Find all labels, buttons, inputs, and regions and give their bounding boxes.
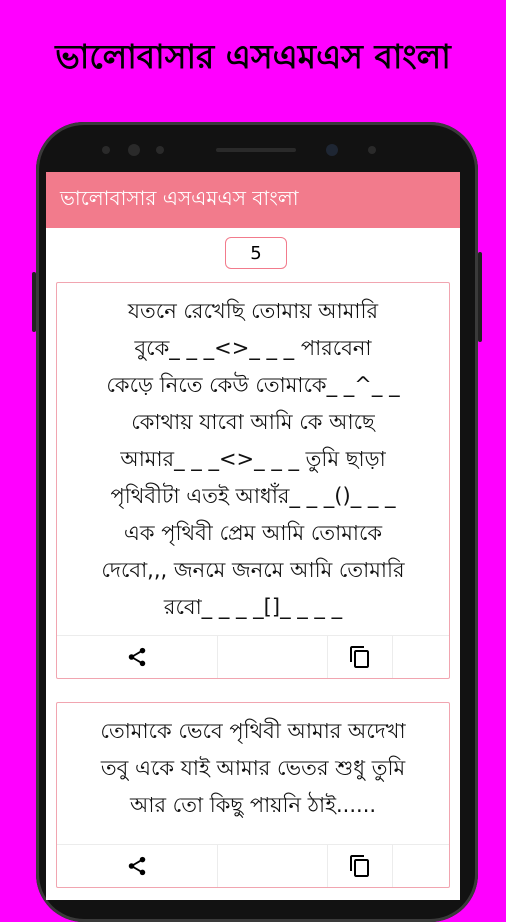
share-icon [126, 855, 148, 877]
phone-sensor [102, 146, 110, 154]
phone-sensor [156, 146, 164, 154]
phone-side-button [478, 252, 482, 342]
phone-side-button [32, 272, 36, 332]
app-bar [46, 172, 460, 228]
copy-icon [348, 854, 372, 878]
share-icon [126, 646, 148, 668]
sms-counter: 5 [225, 237, 287, 269]
sms-text: তোমাকে ভেবে পৃথিবী আমার অদেখা তবু একে যাই আমার ভেতর শুধু তুমি আর তো কিছু পায়নি ঠাই...... [100, 719, 406, 817]
card-action-spacer [218, 636, 328, 678]
card-action-spacer [393, 845, 449, 887]
phone-sensor [128, 144, 140, 156]
share-button[interactable] [57, 845, 218, 887]
phone-speaker [216, 148, 296, 152]
phone-sensor [368, 146, 376, 154]
banner-title: ভালোবাসার এসএমএস বাংলা [55, 37, 451, 76]
card-action-spacer [393, 636, 449, 678]
sms-text: যতনে রেখেছি তোমায় আমারি বুকে_ _ _<>_ _ _ পারবেনা কেড়ে নিতে কেউ তোমাকে_ _^_ _ কোথায় যাবো আমি কে আছে আমার_ _ _<>_ _ _ তুমি ছাড়া পৃথিবীটা এতই আধাঁর_ _ _()_ _ _ এক পৃথিবী প্রেম আমি তোমাকে দেবো,,, জনমে জনমে আমি তোমারি রবো_ _ _ _[]_ _ _ _ [101, 299, 405, 619]
sms-card [56, 282, 450, 679]
card-actions [57, 844, 449, 887]
share-button[interactable] [57, 636, 218, 678]
front-camera-icon [326, 144, 338, 156]
copy-button[interactable] [328, 636, 393, 678]
app-screen [46, 172, 460, 900]
copy-button[interactable] [328, 845, 393, 887]
copy-icon [348, 645, 372, 669]
card-action-spacer [218, 845, 328, 887]
app-title: ভালোবাসার এসএমএস বাংলা [60, 185, 299, 210]
sms-card [56, 702, 450, 888]
card-actions [57, 635, 449, 678]
